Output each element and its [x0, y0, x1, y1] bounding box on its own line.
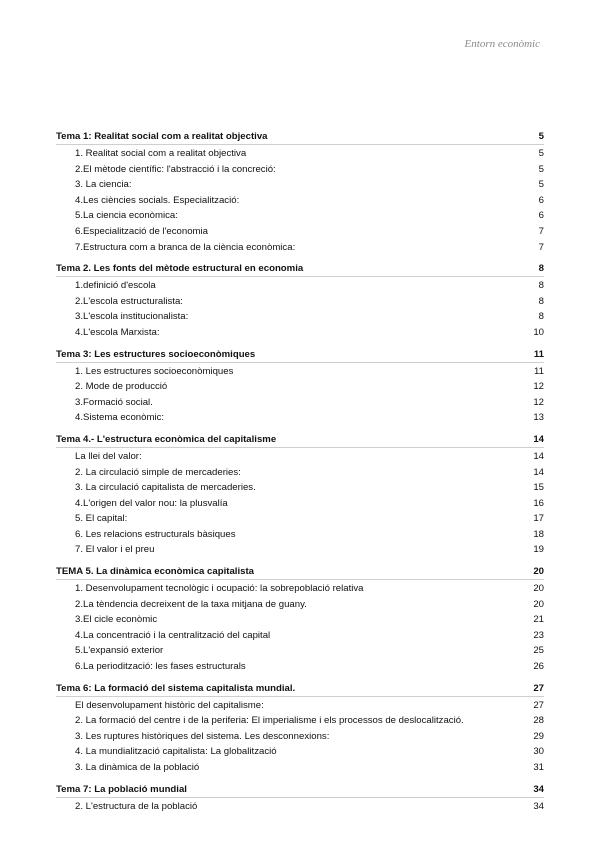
toc-entry[interactable] [56, 309, 544, 325]
toc-entry[interactable] [56, 659, 544, 675]
toc-entry-label: 4.L'escola Marxista: [75, 326, 160, 338]
toc-section-title: Tema 6: La formació del sistema capitalista mundial. [56, 682, 296, 694]
toc-page-number: 12 [533, 381, 544, 393]
toc-section [56, 130, 544, 255]
toc-page-number: 23 [533, 629, 544, 641]
toc-section-title-row[interactable] [56, 130, 544, 145]
toc-entry[interactable] [56, 465, 544, 481]
toc-page-number: 8 [538, 263, 544, 275]
toc-entry-label: 3.L'escola institucionalista: [75, 311, 189, 323]
toc-entry[interactable] [56, 744, 544, 760]
toc-section-title: Tema 7: La població mundial [56, 783, 187, 795]
toc-page-number: 27 [533, 682, 544, 694]
toc-page-number: 7 [538, 225, 544, 237]
toc-entry[interactable] [56, 364, 544, 380]
toc-entry[interactable] [56, 294, 544, 310]
toc-entry[interactable] [56, 527, 544, 543]
toc-entry-label: 7.Estructura com a branca de la ciència econòmica: [75, 241, 296, 253]
toc-page-number: 20 [533, 598, 544, 610]
toc-page-number: 31 [533, 762, 544, 773]
toc-page-number: 25 [533, 645, 544, 657]
toc-entry-label: La llei del valor: [75, 450, 142, 462]
toc-page-number: 14 [533, 466, 544, 478]
toc-entry[interactable] [56, 449, 544, 465]
toc-page-number: 10 [533, 326, 544, 338]
toc-page-number: 18 [533, 528, 544, 540]
toc-entry[interactable] [56, 278, 544, 294]
toc-section-title: Tema 2. Les fonts del mètode estructural en economia [56, 263, 304, 275]
toc-page-number: 11 [533, 348, 544, 360]
toc-entry-label: 4. La mundialització capitalista: La globalització [75, 746, 277, 758]
table-of-contents [56, 130, 544, 821]
toc-section [56, 783, 544, 815]
toc-section-title: Tema 1: Realitat social com a realitat objectiva [56, 131, 268, 142]
toc-entry-label: 3.El cicle econòmic [75, 614, 158, 626]
toc-entry[interactable] [56, 224, 544, 240]
toc-page-number: 5 [538, 131, 544, 142]
toc-entry[interactable] [56, 729, 544, 745]
toc-entry-label: 5.L'expansió exterior [75, 645, 164, 657]
toc-entry[interactable] [56, 146, 544, 162]
toc-entry[interactable] [56, 240, 544, 256]
toc-entry[interactable] [56, 496, 544, 512]
toc-page-number: 6 [538, 194, 544, 206]
toc-page-number: 13 [533, 412, 544, 424]
toc-entry-label: 3.Formació social. [75, 396, 153, 408]
toc-entry[interactable] [56, 799, 544, 815]
toc-page-number: 28 [533, 715, 544, 727]
toc-entry-label: 2. La circulació simple de mercaderies: [75, 466, 241, 478]
toc-entry-label: 2. La formació del centre i de la periferia: El imperialisme i els processos de deslocalització. [75, 715, 464, 727]
toc-page-number: 11 [534, 365, 544, 377]
toc-section-title: Tema 3: Les estructures socioeconòmiques [56, 348, 256, 360]
toc-section [56, 565, 544, 675]
toc-entry-label: 1.definició d'escola [75, 280, 156, 292]
toc-entry-label: 3. La circulació capitalista de mercaderies. [75, 482, 256, 494]
toc-page-number: 7 [538, 241, 544, 253]
toc-entry[interactable] [56, 177, 544, 193]
toc-page-number: 6 [538, 210, 544, 222]
toc-entry[interactable] [56, 162, 544, 178]
toc-page-number: 30 [533, 746, 544, 758]
toc-page-number: 21 [533, 614, 544, 626]
toc-section-title-row[interactable] [56, 783, 544, 798]
toc-entry-label: 7. El valor i el preu [75, 544, 155, 556]
toc-entry[interactable] [56, 698, 544, 714]
toc-entry[interactable] [56, 597, 544, 613]
toc-page-number: 8 [538, 295, 544, 307]
toc-page-number: 5 [538, 148, 544, 159]
toc-page-number: 8 [538, 311, 544, 323]
toc-entry-label: 1. Realitat social com a realitat objectiva [75, 148, 247, 159]
toc-entry-label: 4.Les ciències socials. Especialització: [75, 194, 240, 206]
toc-page-number: 14 [533, 433, 544, 445]
toc-page-number: 26 [533, 661, 544, 673]
toc-page-number: 5 [538, 179, 544, 191]
toc-page-number: 29 [533, 730, 544, 742]
toc-entry[interactable] [56, 581, 544, 597]
toc-section [56, 682, 544, 776]
toc-page-number: 16 [533, 497, 544, 509]
toc-entry-label: 3. La dinàmica de la població [75, 762, 200, 773]
toc-page-number: 5 [538, 163, 544, 175]
toc-entry[interactable] [56, 193, 544, 209]
toc-entry[interactable] [56, 325, 544, 341]
toc-entry-label: 1. Desenvolupament tecnològic i ocupació: la sobrepoblació relativa [75, 583, 364, 595]
toc-page-number: 12 [533, 396, 544, 408]
toc-section-title-row[interactable] [56, 682, 544, 697]
toc-entry[interactable] [56, 480, 544, 496]
running-header: Entorn econòmic [464, 38, 540, 50]
toc-section-title: TEMA 5. La dinàmica econòmica capitalista [56, 566, 254, 578]
toc-entry[interactable] [56, 612, 544, 628]
toc-entry[interactable] [56, 713, 544, 729]
toc-page-number: 17 [533, 513, 544, 525]
toc-page-number: 8 [538, 280, 544, 292]
toc-page-number: 34 [533, 783, 544, 795]
toc-section [56, 433, 544, 558]
toc-entry-label: 4.L'origen del valor nou: la plusvalía [75, 497, 228, 509]
toc-page-number: 20 [533, 566, 544, 578]
toc-section-title-row[interactable] [56, 565, 544, 580]
toc-entry[interactable] [56, 395, 544, 411]
toc-entry[interactable] [56, 628, 544, 644]
toc-section-title-row[interactable] [56, 348, 544, 363]
toc-page-number: 34 [533, 800, 544, 812]
toc-entry[interactable] [56, 410, 544, 426]
toc-entry-label: 6.La periodització: les fases estructurals [75, 661, 246, 673]
toc-entry[interactable] [56, 542, 544, 558]
toc-entry[interactable] [56, 643, 544, 659]
toc-entry-label: 4.Sistema econòmic: [75, 412, 165, 424]
toc-page-number: 20 [533, 583, 544, 595]
toc-entry-label: 4.La concentració i la centralització del capital [75, 629, 271, 641]
toc-entry[interactable] [56, 511, 544, 527]
toc-entry-label: El desenvolupament històric del capitalisme: [75, 699, 264, 711]
toc-entry-label: 2.La tèndencia decreixent de la taxa mitjana de guany. [75, 598, 307, 610]
toc-section [56, 262, 544, 340]
toc-section-title: Tema 4.- L'estructura econòmica del capitalisme [56, 433, 277, 445]
toc-entry-label: 5. El capital: [75, 513, 128, 525]
toc-entry-label: 2. L'estructura de la població [75, 800, 198, 812]
toc-entry-label: 2.El mètode científic: l'abstracció i la concreció: [75, 163, 276, 175]
toc-entry-label: 5.La ciencia econòmica: [75, 210, 178, 222]
toc-entry-label: 6. Les relacions estructurals bàsiques [75, 528, 236, 540]
toc-entry-label: 2.L'escola estructuralista: [75, 295, 183, 307]
toc-entry-label: 1. Les estructures socioeconòmiques [75, 365, 234, 377]
toc-entry-label: 3. La ciencia: [75, 179, 132, 191]
toc-entry[interactable] [56, 379, 544, 395]
toc-section-title-row[interactable] [56, 262, 544, 277]
toc-page-number: 27 [533, 699, 544, 711]
toc-entry-label: 6.Especialització de l'economia [75, 225, 209, 237]
toc-entry-label: 2. Mode de producció [75, 381, 168, 393]
toc-section [56, 348, 544, 426]
toc-section-title-row[interactable] [56, 433, 544, 448]
toc-page-number: 15 [533, 482, 544, 494]
toc-entry[interactable] [56, 760, 544, 776]
toc-page-number: 19 [533, 544, 544, 556]
toc-entry-label: 3. Les ruptures històriques del sistema. Les desconnexions: [75, 730, 330, 742]
toc-entry[interactable] [56, 208, 544, 224]
toc-page-number: 14 [533, 450, 544, 462]
